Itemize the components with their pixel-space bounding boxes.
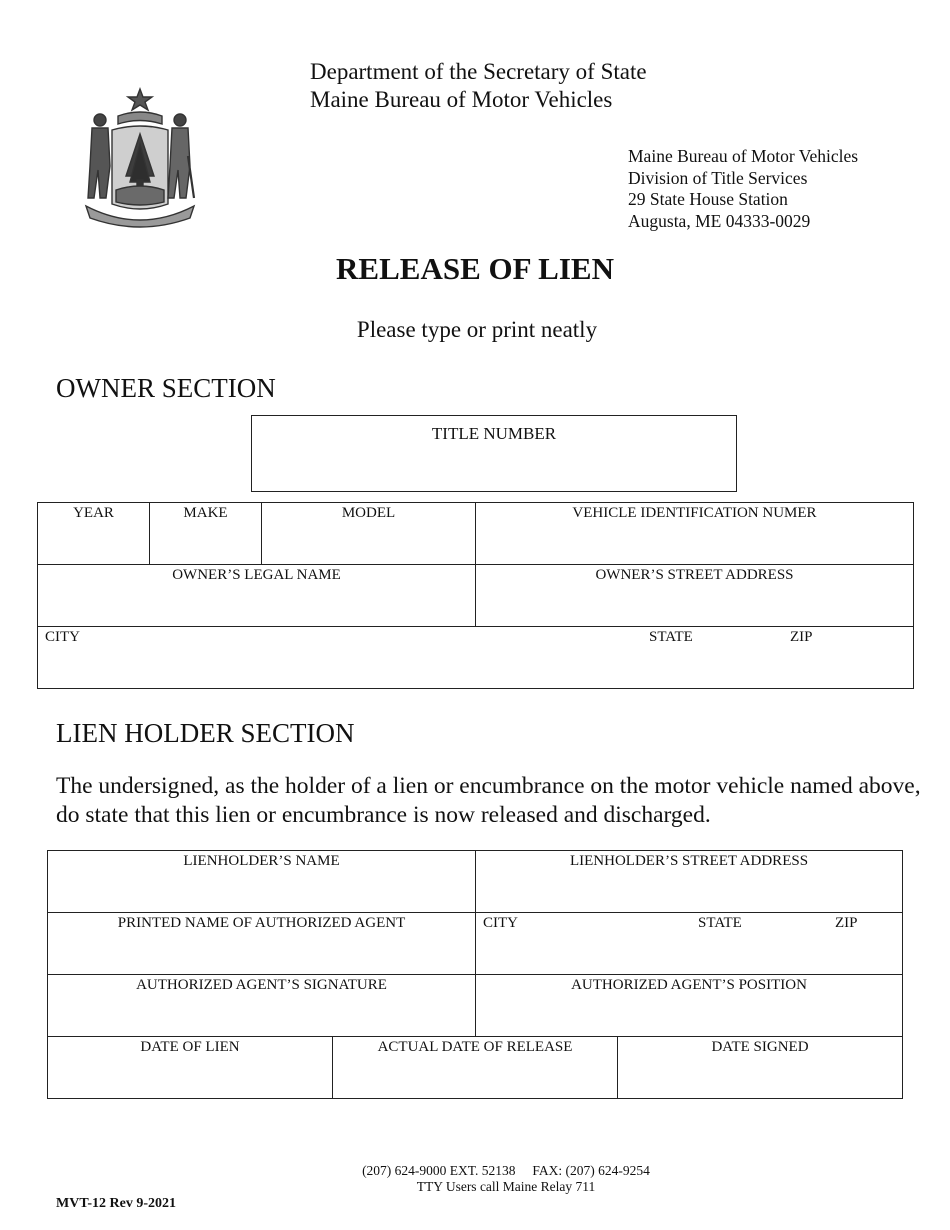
date-signed-label: DATE SIGNED: [711, 1039, 809, 1055]
bureau-line: Maine Bureau of Motor Vehicles: [310, 87, 613, 112]
owner-address-field[interactable]: [476, 565, 914, 627]
vin-label: VEHICLE IDENTIFICATION NUMER: [572, 505, 817, 521]
department-line: Department of the Secretary of State: [310, 59, 647, 84]
owner-name-field[interactable]: [38, 565, 476, 627]
lienholder-city-label: CITY: [483, 915, 519, 931]
address-line: 29 State House Station: [628, 189, 788, 209]
model-field[interactable]: [262, 503, 476, 565]
release-statement: The undersigned, as the holder of a lien or encumbrance on the motor vehicle named above, do state that this lien or encumbrance is now released and discharged.: [56, 773, 921, 828]
owner-state-label: STATE: [649, 629, 693, 645]
date-of-lien-label: DATE OF LIEN: [140, 1039, 240, 1055]
make-field[interactable]: [150, 503, 262, 565]
make-label: MAKE: [183, 505, 228, 521]
title-number-field[interactable]: [252, 416, 737, 492]
lienholder-city-state-zip-field[interactable]: [476, 913, 903, 975]
agent-name-label: PRINTED NAME OF AUTHORIZED AGENT: [117, 915, 406, 931]
owner-address-label: OWNER’S STREET ADDRESS: [595, 567, 794, 583]
contact-footer: [0, 1163, 950, 1195]
year-label: YEAR: [73, 505, 114, 521]
owner-section-heading: OWNER SECTION: [56, 373, 276, 403]
tty-line: TTY Users call Maine Relay 711: [416, 1179, 596, 1194]
lienholder-table: [47, 850, 903, 1099]
address-line: Maine Bureau of Motor Vehicles: [628, 146, 859, 166]
lienholder-zip-label: ZIP: [835, 915, 858, 931]
agent-signature-label: AUTHORIZED AGENT’S SIGNATURE: [136, 977, 387, 993]
owner-zip-label: ZIP: [790, 629, 813, 645]
agent-position-field[interactable]: [476, 975, 903, 1037]
lienholder-name-label: LIENHOLDER’S NAME: [183, 853, 340, 869]
owner-name-label: OWNER’S LEGAL NAME: [172, 567, 341, 583]
lienholder-name-field[interactable]: [48, 851, 476, 913]
date-signed-field[interactable]: [618, 1037, 903, 1099]
lienholder-address-label: LIENHOLDER’S STREET ADDRESS: [569, 853, 809, 869]
lienholder-address-field[interactable]: [476, 851, 903, 913]
owner-table: [37, 502, 914, 689]
address-line: Augusta, ME 04333-0029: [628, 210, 811, 231]
form-title: RELEASE OF LIEN: [336, 251, 614, 286]
year-field[interactable]: [38, 503, 150, 565]
department-heading: [310, 58, 647, 114]
lienholder-state-label: STATE: [698, 915, 742, 931]
model-label: MODEL: [341, 505, 396, 521]
mailing-address: [628, 146, 858, 232]
agent-name-field[interactable]: [48, 913, 476, 975]
lienholder-section-heading: LIEN HOLDER SECTION: [56, 718, 355, 748]
state-seal-image: [78, 86, 202, 232]
owner-city-state-zip-field[interactable]: [38, 627, 914, 689]
date-of-lien-field[interactable]: [48, 1037, 333, 1099]
title-number-label: TITLE NUMBER: [431, 424, 557, 443]
address-line: Division of Title Services: [628, 167, 808, 188]
agent-signature-field[interactable]: [48, 975, 476, 1037]
title-number-box: [251, 415, 737, 492]
agent-position-label: AUTHORIZED AGENT’S POSITION: [571, 977, 807, 993]
date-of-release-label: ACTUAL DATE OF RELEASE: [377, 1039, 573, 1055]
owner-city-label: CITY: [45, 629, 80, 645]
form-subtitle: Please type or print neatly: [356, 317, 598, 342]
form-number: MVT-12 Rev 9-2021: [56, 1196, 177, 1211]
phone-fax-line: (207) 624-9000 EXT. 52138 FAX: (207) 624-9254: [362, 1163, 650, 1178]
vin-field[interactable]: [476, 503, 914, 565]
date-of-release-field[interactable]: [333, 1037, 618, 1099]
